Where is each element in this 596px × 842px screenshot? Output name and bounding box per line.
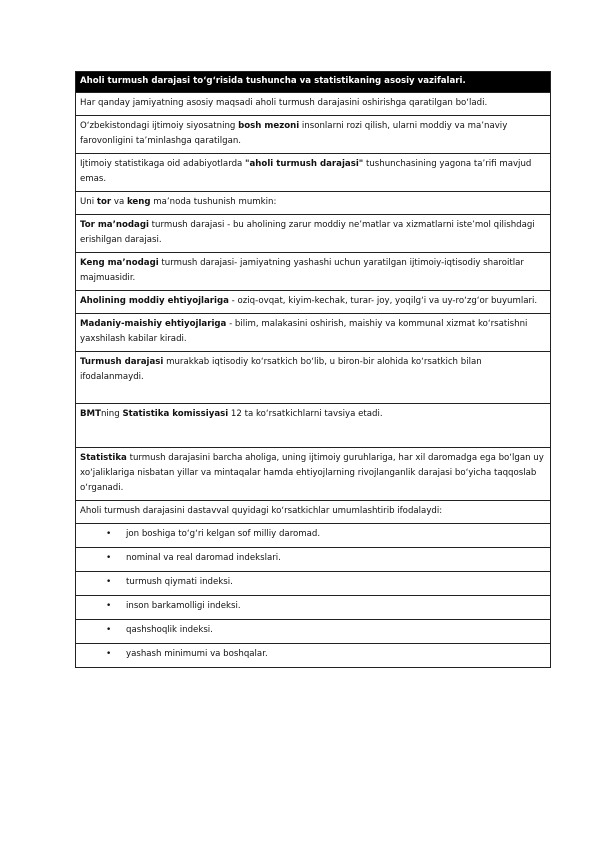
bullet-text: nominal va real daromad indekslari.: [126, 553, 281, 563]
bullet-row: [76, 596, 551, 620]
text-run: va: [111, 197, 127, 207]
bullet-icon: •: [106, 601, 112, 611]
bullet-text: qashshoqlik indeksi.: [126, 625, 213, 635]
bold-term: bosh mezoni: [238, 121, 300, 131]
bullet-item: [76, 524, 551, 548]
row-text: [76, 352, 551, 404]
text-run: - oziq-ovqat, kiyim-kechak, turar- joy, yoqilg‘i va uy-ro‘zg‘or buyumlari.: [228, 296, 538, 306]
row-text: [76, 291, 551, 314]
row-text: [76, 192, 551, 215]
table-title: Aholi turmush darajasi to‘g‘risida tushuncha va statistikaning asosiy vazifalari.: [76, 72, 551, 93]
bullet-row: [76, 548, 551, 572]
row-text: Har qanday jamiyatning asosiy maqsadi aholi turmush darajasini oshirishga qaratilgan bo‘ladi.: [76, 93, 551, 116]
table-row: [76, 215, 551, 253]
bold-term: Keng ma’nodagi: [80, 258, 159, 268]
bold-term: Statistika: [80, 453, 127, 463]
bullet-item: [76, 572, 551, 596]
bold-term: keng: [126, 197, 151, 207]
bullet-icon: •: [106, 529, 112, 539]
bullet-text: jon boshiga to‘g‘ri kelgan sof milliy daromad.: [126, 529, 321, 539]
bullet-icon: •: [106, 577, 112, 587]
row-text: [76, 154, 551, 192]
text-run: insonlarni rozi qilish, ularni moddiy va ma’naviy farovonligini ta’minlashga qaratilgan.: [80, 121, 508, 146]
table-row: [76, 352, 551, 404]
bullet-icon: •: [106, 625, 112, 635]
text-run: ning: [100, 409, 123, 419]
bullet-text: inson barkamolligi indeksi.: [126, 601, 241, 611]
text-run: turmush darajasi - bu aholining zarur moddiy ne’matlar va xizmatlarni iste’mol qilishdagi erishilgan darajasi.: [80, 220, 535, 245]
bullet-item: [76, 620, 551, 644]
text-run: murakkab iqtisodiy ko‘rsatkich bo‘lib, u biron-bir alohida ko‘rsatkich bilan ifodalanmaydi.: [80, 357, 482, 382]
row-text: [76, 448, 551, 501]
table-row: [76, 116, 551, 154]
row-text: Aholi turmush darajasini dastavval quyidagi ko‘rsatkichlar umumlashtirib ifodalaydi:: [76, 501, 551, 524]
bold-term: Madaniy-maishiy ehtiyojlariga: [80, 319, 227, 329]
table-row: [76, 192, 551, 215]
row-text: [76, 404, 551, 448]
table-header-row: [76, 72, 551, 93]
bold-term: Turmush darajasi: [80, 357, 164, 367]
table-row: [76, 253, 551, 291]
text-run: O‘zbekistondagi ijtimoiy siyosatning: [80, 121, 239, 131]
table-row: [76, 501, 551, 524]
bullet-row: [76, 644, 551, 668]
bold-term: Tor ma’nodagi: [80, 220, 149, 230]
text-run: turmush darajasini barcha aholiga, uning ijtimoiy guruhlariga, har xil daromadga ega bo‘lgan uy xo‘jaliklariga nisbatan yillar va mintaqalar hamda ehtiyojlarning rivojlanganlik darajasi bo‘yicha taqqoslab o‘rganadi.: [80, 453, 544, 493]
table-row: [76, 404, 551, 448]
bullet-item: [76, 596, 551, 620]
content-table: [75, 71, 551, 668]
table-row: [76, 93, 551, 116]
table-row: [76, 154, 551, 192]
bullet-row: [76, 620, 551, 644]
table-row: [76, 291, 551, 314]
text-run: Uni: [80, 197, 97, 207]
bold-term: Aholining moddiy ehtiyojlariga: [80, 296, 229, 306]
row-text: [76, 314, 551, 352]
bold-term: Statistika komissiyasi: [122, 409, 229, 419]
bullet-item: [76, 644, 551, 668]
bold-term: "aholi turmush darajasi": [245, 159, 364, 169]
text-run: 12 ta ko‘rsatkichlarni tavsiya etadi.: [228, 409, 383, 419]
bullet-row: [76, 524, 551, 548]
table-row: [76, 448, 551, 501]
row-text: [76, 116, 551, 154]
text-run: tushunchasining yagona ta’rifi mavjud emas.: [80, 159, 532, 184]
bullet-item: [76, 548, 551, 572]
text-run: turmush darajasi- jamiyatning yashashi uchun yaratilgan ijtimoiy-iqtisodiy sharoitlar majmuasidir.: [80, 258, 524, 283]
bullet-text: yashash minimumi va boshqalar.: [126, 649, 268, 659]
row-text: [76, 215, 551, 253]
text-run: ma’noda tushunish mumkin:: [150, 197, 277, 207]
bullet-icon: •: [106, 649, 112, 659]
row-text: [76, 253, 551, 291]
bullet-icon: •: [106, 553, 112, 563]
table-row: [76, 314, 551, 352]
text-run: - bilim, malakasini oshirish, maishiy va kommunal xizmat ko‘rsatishni yaxshilash kabilar kiradi.: [80, 319, 528, 344]
bold-term: tor: [96, 197, 112, 207]
bullet-row: [76, 572, 551, 596]
text-run: Ijtimoiy statistikaga oid adabiyotlarda: [80, 159, 246, 169]
bullet-text: turmush qiymati indeksi.: [126, 577, 233, 587]
bold-term: BMT: [80, 409, 101, 419]
